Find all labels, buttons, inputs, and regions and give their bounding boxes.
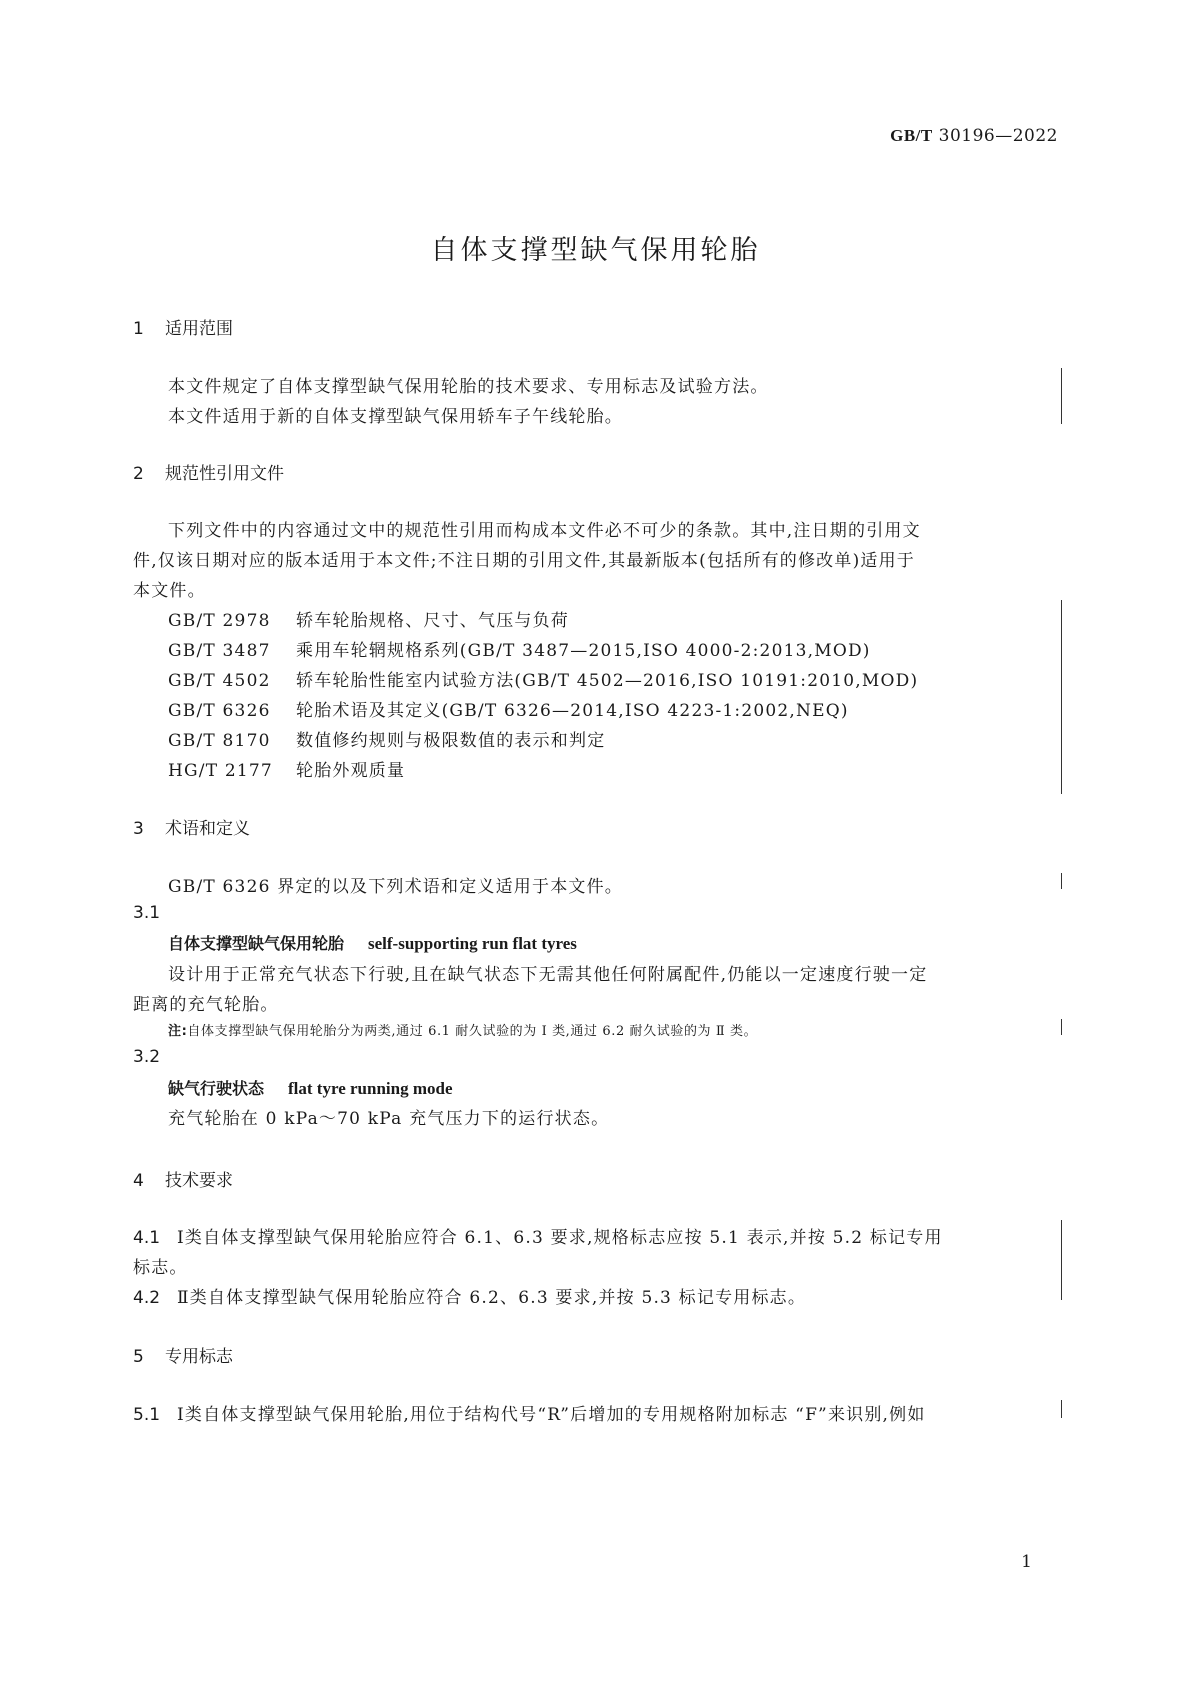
reference-code: GB/T 3487	[168, 641, 271, 661]
change-bar	[1061, 1400, 1062, 1418]
term-number: 3.2	[133, 1047, 161, 1067]
clause-number: 5.1	[133, 1405, 161, 1425]
document-title: 自体支撑型缺气保用轮胎	[430, 235, 761, 266]
note-label: 注:	[168, 1024, 188, 1039]
section-number: 4	[133, 1171, 144, 1191]
change-bar	[1061, 600, 1062, 794]
reference-code: GB/T 8170	[168, 731, 271, 751]
reference-title: 轿车轮胎性能室内试验方法(GB/T 4502—2016,ISO 10191:2010,MOD)	[296, 671, 919, 691]
section-4-heading	[133, 1166, 233, 1191]
section-1-paragraph-2: 本文件适用于新的自体支撑型缺气保用轿车子午线轮胎。	[168, 407, 623, 427]
reference-code: GB/T 4502	[168, 671, 271, 691]
reference-item	[168, 636, 871, 661]
clause-5-1	[133, 1400, 926, 1425]
reference-title: 轿车轮胎规格、尺寸、气压与负荷	[296, 611, 569, 631]
term-definition: 充气轮胎在 0 kPa～70 kPa 充气压力下的运行状态。	[168, 1109, 610, 1129]
reference-title: 乘用车轮辋规格系列(GB/T 3487—2015,ISO 4000-2:2013,MOD)	[296, 641, 871, 661]
page-number: 1	[1021, 1552, 1032, 1572]
term-definition-line-1: 设计用于正常充气状态下行驶,且在缺气状态下无需其他任何附属配件,仍能以一定速度行驶一定	[168, 965, 928, 985]
section-title: 技术要求	[165, 1171, 233, 1191]
term-english: flat tyre running mode	[288, 1079, 453, 1098]
section-1-paragraph-1: 本文件规定了自体支撑型缺气保用轮胎的技术要求、专用标志及试验方法。	[168, 377, 769, 397]
clause-number: 4.1	[133, 1228, 161, 1248]
note-text: 自体支撑型缺气保用轮胎分为两类,通过 6.1 耐久试验的为 Ⅰ 类,通过 6.2 耐久试验的为 Ⅱ 类。	[187, 1024, 758, 1039]
clause-text: Ⅰ类自体支撑型缺气保用轮胎应符合 6.1、6.3 要求,规格标志应按 5.1 表示,并按 5.2 标记专用	[177, 1228, 943, 1248]
section-1-heading	[133, 314, 233, 339]
clause-text: Ⅱ类自体支撑型缺气保用轮胎应符合 6.2、6.3 要求,并按 5.3 标记专用标志。	[177, 1288, 807, 1308]
term-note	[168, 1020, 757, 1039]
section-3-intro: GB/T 6326 界定的以及下列术语和定义适用于本文件。	[168, 877, 624, 897]
standard-year: 30196—2022	[938, 126, 1058, 146]
section-title: 专用标志	[165, 1347, 233, 1367]
reference-title: 轮胎外观质量	[296, 761, 406, 781]
term-definition-line-2: 距离的充气轮胎。	[133, 995, 279, 1015]
section-title: 规范性引用文件	[165, 464, 284, 484]
term-heading	[168, 931, 577, 954]
section-2-paragraph-line-2: 件,仅该日期对应的版本适用于本文件;不注日期的引用文件,其最新版本(包括所有的修改单)适用于	[133, 551, 915, 571]
reference-item	[168, 666, 918, 691]
section-number: 2	[133, 464, 144, 484]
reference-item	[168, 696, 849, 721]
term-chinese: 缺气行驶状态	[168, 1079, 265, 1098]
clause-4-1	[133, 1223, 943, 1248]
clause-number: 4.2	[133, 1288, 161, 1308]
section-2-heading	[133, 459, 284, 484]
change-bar	[1061, 1220, 1062, 1300]
reference-code: GB/T 6326	[168, 701, 271, 721]
term-chinese: 自体支撑型缺气保用轮胎	[168, 934, 345, 953]
term-number: 3.1	[133, 903, 161, 923]
term-english: self-supporting run flat tyres	[368, 934, 577, 953]
standard-number	[890, 126, 1058, 146]
section-number: 5	[133, 1347, 144, 1367]
reference-item	[168, 606, 569, 631]
reference-code: HG/T 2177	[168, 761, 273, 781]
reference-code: GB/T 2978	[168, 611, 271, 631]
change-bar	[1061, 368, 1062, 424]
section-number: 1	[133, 319, 144, 339]
clause-text: Ⅰ类自体支撑型缺气保用轮胎,用位于结构代号“R”后增加的专用规格附加标志 “F”来识别,例如	[177, 1405, 926, 1425]
reference-title: 轮胎术语及其定义(GB/T 6326—2014,ISO 4223-1:2002,NEQ)	[296, 701, 849, 721]
section-2-paragraph-line-1: 下列文件中的内容通过文中的规范性引用而构成本文件必不可少的条款。其中,注日期的引用文	[168, 521, 921, 541]
change-bar	[1061, 1019, 1062, 1035]
section-2-paragraph-line-3: 本文件。	[133, 581, 206, 601]
change-bar	[1061, 873, 1062, 889]
term-heading	[168, 1076, 453, 1099]
section-3-heading	[133, 814, 250, 839]
reference-title: 数值修约规则与极限数值的表示和判定	[296, 731, 606, 751]
section-number: 3	[133, 819, 144, 839]
clause-4-1-continuation: 标志。	[133, 1258, 188, 1278]
clause-4-2	[133, 1283, 806, 1308]
section-title: 术语和定义	[165, 819, 250, 839]
section-title: 适用范围	[165, 319, 233, 339]
standard-code: GB/T	[890, 126, 933, 145]
section-5-heading	[133, 1342, 233, 1367]
reference-item	[168, 726, 605, 751]
reference-item	[168, 756, 405, 781]
